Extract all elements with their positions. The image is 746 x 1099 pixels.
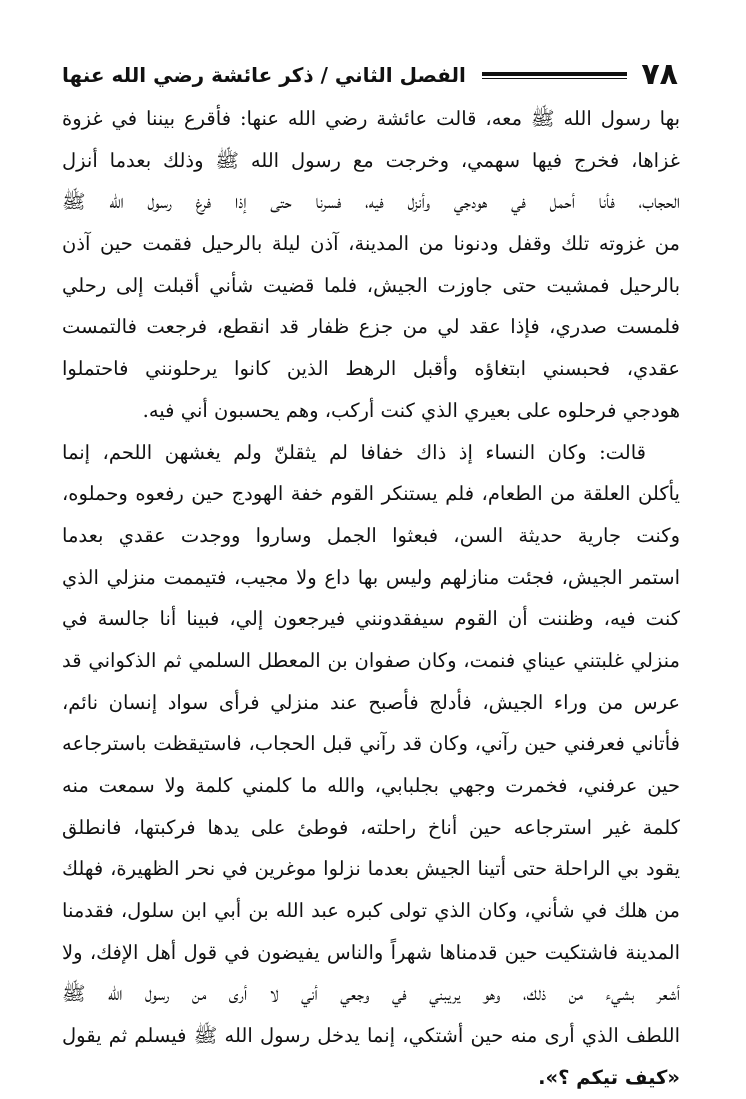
text-line: عرس من وراء الجيش، فأدلج فأصبح عند منزلي فرأى سواد إنسان نائم، xyxy=(62,690,680,714)
header-rule xyxy=(482,70,627,80)
text-line: بالرحيل فمشيت حتى جاوزت الجيش، فلما قضيت شأني أقبلت إلى رحلي xyxy=(62,273,680,297)
text-line: من غزوته تلك وقفل ودنونا من المدينة، آذن ليلة بالرحيل فقمت حين آذن xyxy=(62,232,680,256)
text-line: قالت: وكان النساء إذ ذاك خفافا لم يثقلنّ ولم يغشهن اللحم، إنما xyxy=(62,440,646,464)
text-line: اللطف الذي أرى منه حين أشتكي، إنما يدخل رسول الله ﷺ فيسلم ثم يقول xyxy=(62,1024,680,1048)
text-line: من هلك في شأني، وكان الذي تولى كبره عبد الله بن أبي ابن سلول، فقدمنا xyxy=(62,899,680,923)
header-rule-thick xyxy=(482,72,627,76)
closing-quote: «كيف تيكم ؟». xyxy=(538,1065,680,1089)
text-line: استمر الجيش، فجئت منازلهم وليس بها داع ولا مجيب، فتيممت منزلي الذي xyxy=(62,565,680,589)
text-line: فأتاني فعرفني حين رآني، وكان قد رآني قبل الحجاب، فاستيقظت باسترجاعه xyxy=(62,732,680,756)
text-line: كنت فيه، وظننت أن القوم سيفقدونني فيرجعون إلي، فبينا أنا جالسة في xyxy=(62,607,680,631)
text-line: بها رسول الله ﷺ معه، قالت عائشة رضي الله عنها: فأقرع بيننا في غزوة xyxy=(62,107,680,130)
chapter-title: الفصل الثاني / ذكر عائشة رضي الله عنها xyxy=(62,63,466,87)
body-text xyxy=(62,98,680,1099)
header-rule-thin xyxy=(482,78,627,79)
text-line: هودجي فرحلوه على بعيري الذي كنت أركب، وهم يحسبون أني فيه. xyxy=(142,398,680,422)
page-number: ٧٨ xyxy=(641,57,678,92)
text-line: وكنت جارية حديثة السن، فبعثوا الجمل وساروا ووجدت عقدي بعدما xyxy=(62,523,680,547)
text-line: عقدي، فحبسني ابتغاؤه وأقبل الرهط الذين كانوا يرحلونني فاحتملوا xyxy=(62,357,680,381)
text-line: يقود بي الراحلة حتى أتينا الجيش بعدما نزلوا موغرين في نحر الظهيرة، فهلك xyxy=(62,857,680,881)
text-line: الحجاب، فأنا أحمل في هودجي وأنزل فيه، فسرنا حتى إذا فرغ رسول الله ﷺ xyxy=(62,190,680,214)
text-line: المدينة فاشتكيت حين قدمناها شهراً والناس يفيضون في قول أهل الإفك، ولا xyxy=(62,940,680,964)
text-line: يأكلن العلقة من الطعام، فلم يستنكر القوم خفة الهودج حين رفعوه وحملوه، xyxy=(62,482,680,506)
page-header xyxy=(62,56,678,94)
text-line: كلمة غير استرجاعه حين أناخ راحلته، فوطئ على يدها فركبتها، فانطلق xyxy=(62,815,680,839)
text-line: فلمست صدري، فإذا عقد لي من جزع ظفار قد انقطع، فرجعت فالتمست xyxy=(62,315,680,339)
text-line: منزلي غلبتني عيناي فنمت، وكان صفوان بن المعطل السلمي ثم الذكواني قد xyxy=(62,648,680,672)
text-line: حين عرفني، فخمرت وجهي بجلبابي، والله ما كلمني كلمة ولا سمعت منه xyxy=(62,774,680,797)
text-line: غزاها، فخرج فيها سهمي، وخرجت مع رسول الله ﷺ وذلك بعدما أنزل xyxy=(62,148,680,172)
text-line: أشعر بشيء من ذلك، وهو يريبني في وجعي أني لا أرى من رسول الله ﷺ xyxy=(62,982,680,1006)
